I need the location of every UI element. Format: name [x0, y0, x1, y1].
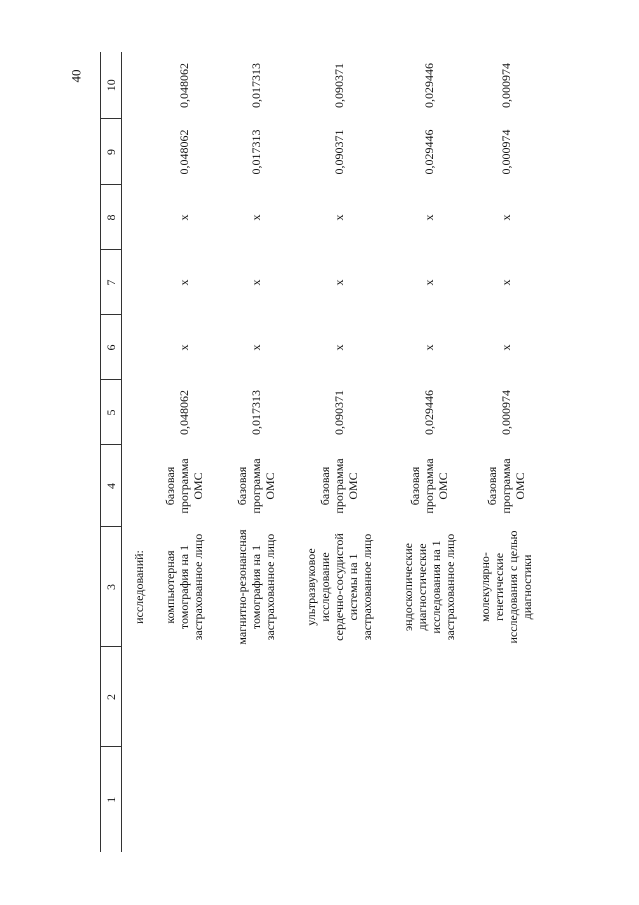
col-header-10: 10	[101, 52, 122, 119]
cell-col8: x	[421, 214, 436, 221]
cell-col6: x	[176, 344, 191, 351]
cell-col10: 0,029446	[421, 63, 436, 108]
col-header-8: 8	[101, 185, 122, 250]
col-header-9: 9	[101, 119, 122, 185]
cell-col9: 0,048062	[176, 129, 191, 175]
cell-col8: x	[498, 214, 513, 221]
cell-col8: x	[248, 214, 263, 221]
table-row	[388, 52, 470, 852]
col-header-4: 4	[101, 445, 122, 527]
cell-col6: x	[498, 344, 513, 351]
row-program: базовая программа ОМС	[234, 458, 277, 514]
cell-col6: x	[331, 344, 346, 351]
cell-col6: x	[248, 344, 263, 351]
row-program: базовая программа ОМС	[162, 458, 205, 514]
cell-col9: 0,029446	[421, 129, 436, 175]
cell-col7: x	[176, 279, 191, 286]
cell-col10: 0,048062	[176, 63, 191, 108]
cell-col8: x	[331, 214, 346, 221]
cell-col7: x	[248, 279, 263, 286]
cell-col5: 0,029446	[421, 390, 436, 435]
cell-col7: x	[498, 279, 513, 286]
table-row	[222, 52, 290, 852]
col-header-6: 6	[101, 315, 122, 380]
cell-col6: x	[421, 344, 436, 351]
table-row	[146, 52, 222, 852]
cell-col8: x	[176, 214, 191, 221]
data-table	[100, 52, 542, 852]
col-header-2: 2	[101, 647, 122, 747]
col-header-7: 7	[101, 250, 122, 315]
cell-col7: x	[331, 279, 346, 286]
table-row	[290, 52, 388, 852]
row-program: базовая программа ОМС	[317, 458, 360, 514]
cell-col5: 0,000974	[498, 390, 513, 435]
cell-col10: 0,017313	[248, 63, 263, 108]
row-description: эндоскопические диагностические исследования на 1 застрахованное лицо	[400, 533, 457, 641]
col-header-1: 1	[101, 747, 122, 852]
row-description: компьютерная томография на 1 застрахованное лицо	[162, 533, 205, 641]
cell-col5: 0,017313	[248, 390, 263, 435]
row-program: базовая программа ОМС	[484, 458, 527, 514]
row-program: базовая программа ОМС	[407, 458, 450, 514]
column-number-row	[101, 52, 122, 852]
page-number: 40	[68, 69, 84, 83]
cell-col9: 0,017313	[248, 129, 263, 175]
cell-col9: 0,090371	[331, 129, 346, 175]
cell-col9: 0,000974	[498, 129, 513, 175]
cell-col5: 0,048062	[176, 390, 191, 435]
cell-col10: 0,090371	[331, 63, 346, 108]
section-label-row	[122, 52, 146, 852]
row-description: молекулярно-генетические исследования с целью диагностики	[477, 530, 534, 644]
cell-col10: 0,000974	[498, 63, 513, 108]
cell-col5: 0,090371	[331, 390, 346, 435]
cell-col7: x	[421, 279, 436, 286]
rotated-table-wrapper	[100, 52, 534, 852]
col-header-5: 5	[101, 380, 122, 445]
section-label: исследований:	[131, 550, 146, 624]
col-header-3: 3	[101, 527, 122, 647]
row-description: магнитно-резонансная томография на 1 застрахованное лицо	[234, 529, 277, 645]
row-description: ультразвуковое исследование сердечно-сосудистой системы на 1 застрахованное лицо	[303, 533, 374, 641]
table-row	[470, 52, 542, 852]
